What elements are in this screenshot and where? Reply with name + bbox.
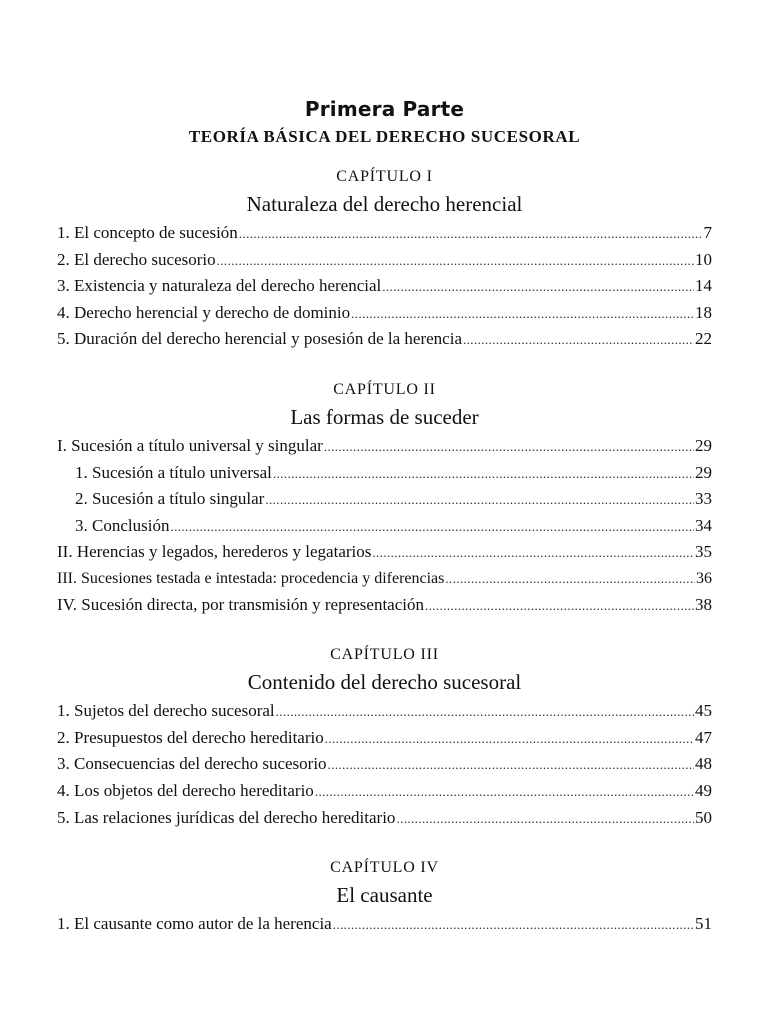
chapter-label: CAPÍTULO I (336, 168, 433, 185)
toc-page-number: 50 (695, 807, 712, 827)
toc-entry-label: 2. Presupuestos del derecho hereditario (57, 727, 324, 747)
toc-entry (57, 247, 712, 274)
dot-leader (372, 540, 694, 566)
toc-entry-label: 1. El concepto de sucesión (57, 223, 238, 242)
toc-list (57, 911, 712, 938)
toc-entry-label: I. Sucesión a título universal y singular (57, 435, 323, 455)
chapter-section (57, 166, 712, 353)
toc-subentry (57, 486, 712, 513)
toc-list (57, 220, 712, 353)
part-title: Primera Parte (304, 97, 465, 121)
toc-entry-label: 3. Conclusión (75, 515, 170, 535)
toc-entry-label: 1. Sucesión a título universal (75, 462, 272, 482)
dot-leader (276, 699, 694, 725)
toc-page-number: 38 (695, 594, 712, 614)
toc-page-number: 47 (695, 727, 712, 747)
toc-page-number: 49 (695, 780, 712, 800)
toc-page-number: 48 (695, 754, 712, 774)
toc-entry-label: IV. Sucesión directa, por transmisión y representación (57, 594, 424, 614)
toc-entry-label: II. Herencias y legados, herederos y legatarios (57, 542, 372, 562)
dot-leader (239, 221, 703, 247)
chapter-section (57, 379, 712, 618)
toc-entry (57, 220, 712, 247)
toc-entry-label: 3. Existencia y naturaleza del derecho herencial (57, 276, 382, 296)
toc-list (57, 433, 712, 618)
toc-entry-label: 3. Consecuencias del derecho sucesorio (57, 754, 327, 774)
chapter-title: Contenido del derecho sucesoral (247, 670, 522, 695)
toc-entry (57, 539, 712, 566)
toc-entry-label: 2. Sucesión a título singular (75, 489, 265, 509)
dot-leader (315, 779, 694, 805)
toc-page-number: 29 (695, 462, 712, 482)
toc-page-number: 35 (695, 542, 712, 562)
toc-entry-label: 1. El causante como autor de la herencia (57, 914, 332, 934)
toc-entry (57, 751, 712, 778)
toc-page-number: 45 (695, 701, 712, 721)
dot-leader (325, 726, 694, 752)
chapter-label: CAPÍTULO II (333, 380, 436, 398)
toc-entry (57, 326, 712, 353)
dot-leader (273, 461, 694, 487)
dot-leader (425, 593, 694, 619)
dot-leader (265, 487, 694, 513)
dot-leader (382, 274, 694, 300)
toc-list (57, 698, 712, 831)
toc-entry-label: 5. Duración del derecho herencial y posesión de la herencia (57, 329, 462, 349)
dot-leader (463, 327, 694, 353)
toc-entry (57, 805, 712, 832)
dot-leader (217, 248, 694, 274)
chapter-title: El causante (336, 883, 433, 908)
dot-leader (445, 566, 695, 592)
dot-leader (170, 514, 694, 540)
toc-entry (57, 698, 712, 725)
chapter-label: CAPÍTULO IV (330, 859, 439, 877)
toc-entry-label: 4. Los objetos del derecho hereditario (57, 780, 314, 800)
toc-entry (57, 725, 712, 752)
toc-entry (57, 592, 712, 619)
toc-entry (57, 911, 712, 938)
chapter-title: Las formas de suceder (290, 404, 479, 429)
toc-page-number: 18 (695, 302, 712, 322)
part-subtitle: TEORÍA BÁSICA DEL DERECHO SUCESORAL (188, 127, 581, 146)
toc-entry-label: 5. Las relaciones jurídicas del derecho hereditario (57, 807, 396, 827)
dot-leader (328, 752, 694, 778)
toc-page-number: 14 (695, 276, 712, 296)
toc-page-number: 29 (695, 435, 712, 455)
toc-page-number: 22 (695, 329, 712, 349)
toc-page-number: 36 (696, 569, 712, 587)
chapter-section (57, 644, 712, 831)
toc-page-number: 7 (703, 223, 712, 242)
toc-entry (57, 300, 712, 327)
toc-entry (57, 433, 712, 460)
dot-leader (396, 806, 694, 832)
toc-subentry (57, 460, 712, 487)
toc-entry-label: III. Sucesiones testada e intestada: procedencia y diferencias (57, 569, 445, 587)
toc-subentry (57, 513, 712, 540)
table-of-contents (57, 96, 712, 938)
toc-entry-label: 1. Sujetos del derecho sucesoral (57, 701, 275, 721)
toc-entry (57, 566, 712, 592)
toc-entry-label: 4. Derecho herencial y derecho de dominio (57, 302, 351, 322)
toc-entry-label: 2. El derecho sucesorio (57, 249, 216, 269)
chapter-label: CAPÍTULO III (330, 646, 439, 664)
dot-leader (324, 434, 694, 460)
toc-entry (57, 778, 712, 805)
toc-page-number: 34 (695, 515, 712, 535)
toc-page-number: 51 (695, 914, 712, 934)
toc-page-number: 10 (695, 249, 712, 269)
chapter-section (57, 857, 712, 938)
toc-entry (57, 273, 712, 300)
toc-page-number: 33 (695, 489, 712, 509)
chapter-title: Naturaleza del derecho herencial (246, 192, 523, 216)
dot-leader (333, 912, 694, 938)
dot-leader (351, 301, 694, 327)
